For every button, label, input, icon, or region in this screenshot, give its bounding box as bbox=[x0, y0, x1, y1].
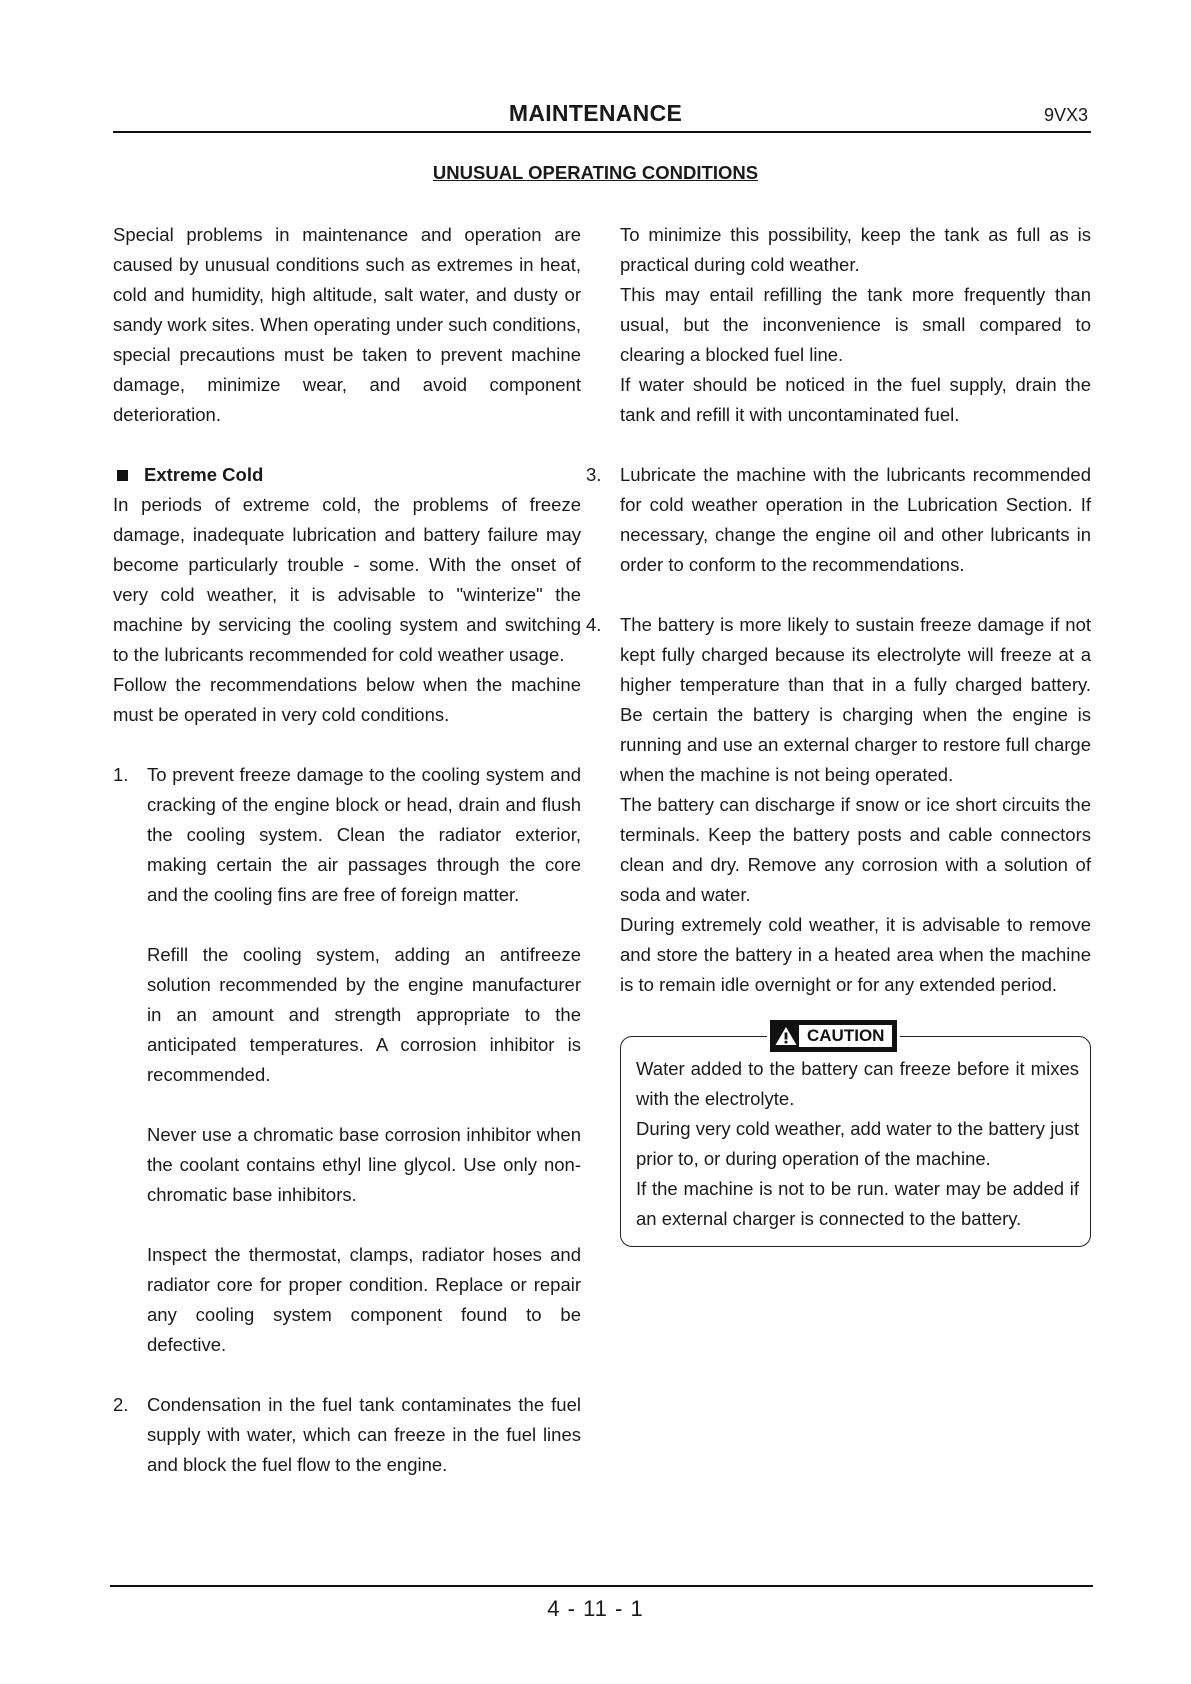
list-item-number: 1. bbox=[113, 764, 129, 785]
extreme-cold-heading bbox=[113, 460, 581, 490]
item-2-continued: This may entail refilling the tank more frequently than usual, but the inconvenience is small compared to clearing a blocked fuel line. bbox=[620, 284, 1091, 365]
list-item-number: 3. bbox=[586, 464, 602, 485]
square-bullet-icon bbox=[117, 470, 128, 481]
list-item-number: 2. bbox=[113, 1394, 129, 1415]
warning-triangle-icon bbox=[774, 1025, 798, 1047]
list-item-paragraph: Refill the cooling system, adding an antifreeze solution recommended by the engine manufacturer in an amount and strength appropriate to the anticipated temperatures. A corrosion inhibitor is recommended. bbox=[147, 944, 581, 1085]
caution-badge bbox=[767, 1020, 900, 1052]
list-item-paragraph: Lubricate the machine with the lubricants recommended for cold weather operation in the Lubrication Section. If necessary, change the engine oil and other lubricants in order to conform to the recommendations. bbox=[620, 464, 1091, 575]
list-item-paragraph: During extremely cold weather, it is advisable to remove and store the battery in a heated area when the machine is to remain idle overnight or for any extended period. bbox=[620, 914, 1091, 995]
right-column bbox=[586, 220, 1092, 1247]
list-item-1 bbox=[113, 760, 581, 1360]
cold-paragraph: Follow the recommendations below when the machine must be operated in very cold conditions. bbox=[113, 674, 581, 725]
list-item-number: 4. bbox=[586, 614, 602, 635]
list-item-paragraph: Condensation in the fuel tank contaminates the fuel supply with water, which can freeze in the fuel lines and block the fuel flow to the engine. bbox=[147, 1394, 581, 1475]
item-2-continued: If water should be noticed in the fuel supply, drain the tank and refill it with uncontaminated fuel. bbox=[620, 374, 1091, 425]
caution-box bbox=[620, 1026, 1091, 1247]
caution-paragraph: During very cold weather, add water to the battery just prior to, or during operation of the machine. bbox=[636, 1118, 1079, 1169]
cold-paragraph: In periods of extreme cold, the problems of freeze damage, inadequate lubrication and battery failure may become particularly trouble - some. With the onset of very cold weather, it is advisable to "winterize" the machine by servicing the cooling system and switching to the lubricants recommended for cold weather usage. bbox=[113, 494, 581, 665]
list-item-4 bbox=[586, 610, 1091, 1000]
intro-paragraph: Special problems in maintenance and operation are caused by unusual conditions such as extremes in heat, cold and humidity, high altitude, salt water, and dusty or sandy work sites. When operating under such conditions, special precautions must be taken to prevent machine damage, minimize wear, and avoid component deterioration. bbox=[113, 224, 581, 425]
section-title: UNUSUAL OPERATING CONDITIONS bbox=[432, 162, 759, 183]
caution-label: CAUTION bbox=[798, 1024, 893, 1048]
list-item-paragraph: The battery is more likely to sustain freeze damage if not kept fully charged because its electrolyte will freeze at a higher temperature than that in a fully charged battery. Be certain the battery is charging when the engine is running and use an external charger to restore full charge when the machine is not being operated. bbox=[620, 614, 1092, 785]
header-divider bbox=[113, 131, 1091, 133]
list-item-paragraph: To prevent freeze damage to the cooling system and cracking of the engine block or head, drain and flush the cooling system. Clean the radiator exterior, making certain the air passages through the core and the cooling fins are free of foreign matter. bbox=[147, 764, 581, 905]
page-number: 4 - 11 - 1 bbox=[547, 1596, 644, 1621]
subheading-text: Extreme Cold bbox=[144, 464, 264, 485]
list-item-paragraph: Never use a chromatic base corrosion inhibitor when the coolant contains ethyl line glycol. Use only non-chromatic base inhibitors. bbox=[147, 1124, 581, 1205]
list-item-paragraph: The battery can discharge if snow or ice short circuits the terminals. Keep the battery posts and cable connectors clean and dry. Remove any corrosion with a solution of soda and water. bbox=[620, 794, 1091, 905]
list-item-paragraph: Inspect the thermostat, clamps, radiator hoses and radiator core for proper condition. Replace or repair any cooling system component found to be defective. bbox=[147, 1244, 581, 1355]
item-2-continued: To minimize this possibility, keep the tank as full as is practical during cold weather. bbox=[620, 224, 1091, 275]
list-item-2 bbox=[113, 1390, 581, 1480]
list-item-3 bbox=[586, 460, 1091, 580]
page-title: MAINTENANCE bbox=[508, 100, 683, 126]
caution-paragraph: Water added to the battery can freeze before it mixes with the electrolyte. bbox=[636, 1058, 1079, 1109]
left-column bbox=[113, 220, 581, 1480]
caution-paragraph: If the machine is not to be run. water may be added if an external charger is connected to the battery. bbox=[636, 1178, 1079, 1229]
footer-divider bbox=[110, 1585, 1093, 1587]
document-code: 9VX3 bbox=[1043, 105, 1088, 125]
